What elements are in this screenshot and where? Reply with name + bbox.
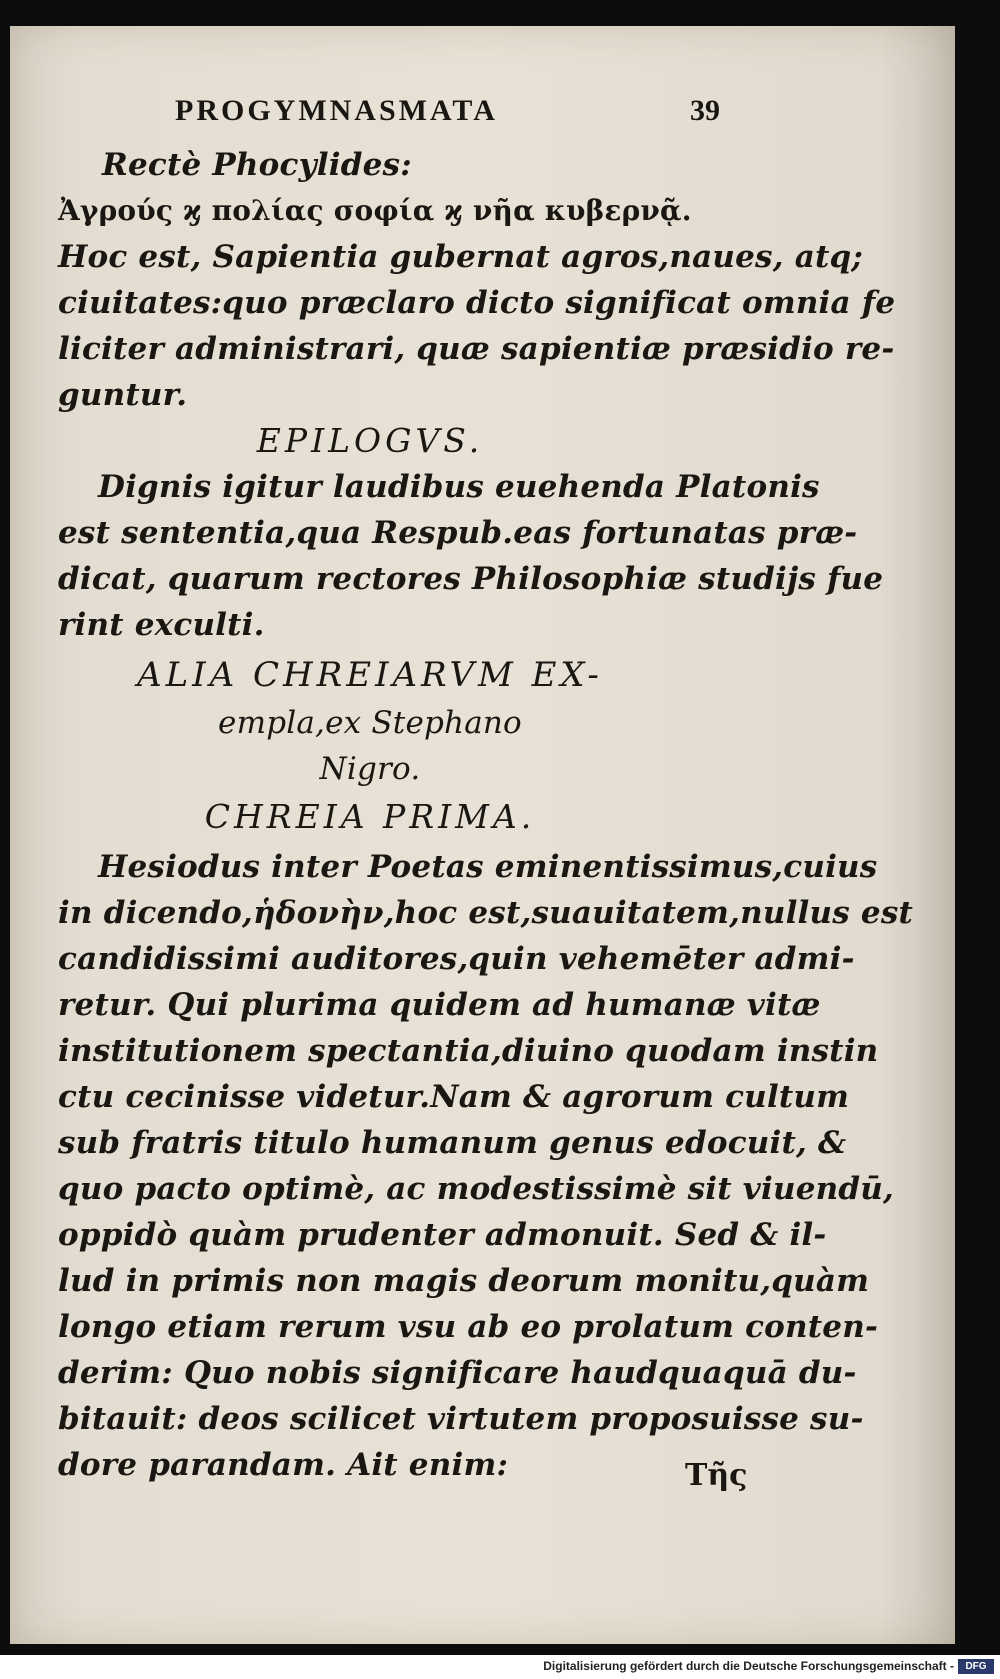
text-line: candidissimi auditores,quin vehemēter admi- bbox=[58, 941, 855, 977]
heading-epilogus: EPILOGVS. bbox=[256, 421, 484, 460]
text-line: est sententia,qua Respub.eas fortunatas præ- bbox=[58, 515, 858, 551]
footer-credit: Digitalisierung gefördert durch die Deutsche Forschungsgemeinschaft - bbox=[543, 1659, 954, 1673]
text-line: institutionem spectantia,diuino quodam instin bbox=[58, 1033, 879, 1069]
text-line: oppidò quàm prudenter admonuit. Sed & il- bbox=[58, 1217, 827, 1253]
text-line: Rectè Phocylides: bbox=[102, 147, 412, 183]
running-head: PROGYMNASMATA bbox=[175, 94, 498, 127]
text-line: liciter administrari, quæ sapientiæ præsidio re- bbox=[58, 331, 895, 367]
heading-alia: ALIA CHREIARVM EX- bbox=[137, 655, 603, 695]
footer-bar bbox=[0, 1655, 1000, 1679]
text-line: Dignis igitur laudibus euehenda Platonis bbox=[98, 469, 820, 505]
text-line: bitauit: deos scilicet virtutem proposuisse su- bbox=[58, 1401, 864, 1437]
heading-alia-sub: Nigro. bbox=[319, 751, 421, 787]
text-line: longo etiam rerum vsu ab eo prolatum conten- bbox=[58, 1309, 879, 1345]
dfg-logo-icon: DFG bbox=[958, 1659, 994, 1674]
text-line: Hoc est, Sapientia gubernat agros,naues, atq; bbox=[58, 239, 864, 275]
heading-chreia-prima: CHREIA PRIMA. bbox=[204, 797, 536, 836]
text-line: retur. Qui plurima quidem ad humanæ vitæ bbox=[58, 987, 821, 1023]
text-line: derim: Quo nobis significare haudquaquā du- bbox=[58, 1355, 857, 1391]
text-line: quo pacto optimè, ac modestissimè sit viuendū, bbox=[58, 1171, 894, 1207]
heading-alia-sub: empla,ex Stephano bbox=[218, 705, 522, 741]
text-line: sub fratris titulo humanum genus edocuit, & bbox=[58, 1125, 847, 1161]
text-line: guntur. bbox=[58, 377, 188, 413]
text-line: dore parandam. Ait enim: bbox=[58, 1447, 509, 1483]
text-line: Hesiodus inter Poetas eminentissimus,cuius bbox=[98, 849, 878, 885]
catchword: Τῆς bbox=[685, 1458, 748, 1493]
book-page bbox=[10, 26, 955, 1644]
text-line: dicat, quarum rectores Philosophiæ studijs fue bbox=[58, 561, 884, 597]
text-line-greek: Ἀγρούς ϗ πολίας σοφία ϗ νῆα κυβερνᾷ. bbox=[58, 194, 692, 227]
text-line: ctu cecinisse videtur.Nam & agrorum cultum bbox=[58, 1079, 850, 1115]
page-number: 39 bbox=[690, 94, 720, 127]
text-line: in dicendo,ἡδονὴν,hoc est,suauitatem,nullus est bbox=[58, 895, 913, 931]
text-line: lud in primis non magis deorum monitu,quàm bbox=[58, 1263, 870, 1299]
text-line: rint exculti. bbox=[58, 607, 265, 643]
text-line: ciuitates:quo præclaro dicto significat omnia fe bbox=[58, 285, 896, 321]
